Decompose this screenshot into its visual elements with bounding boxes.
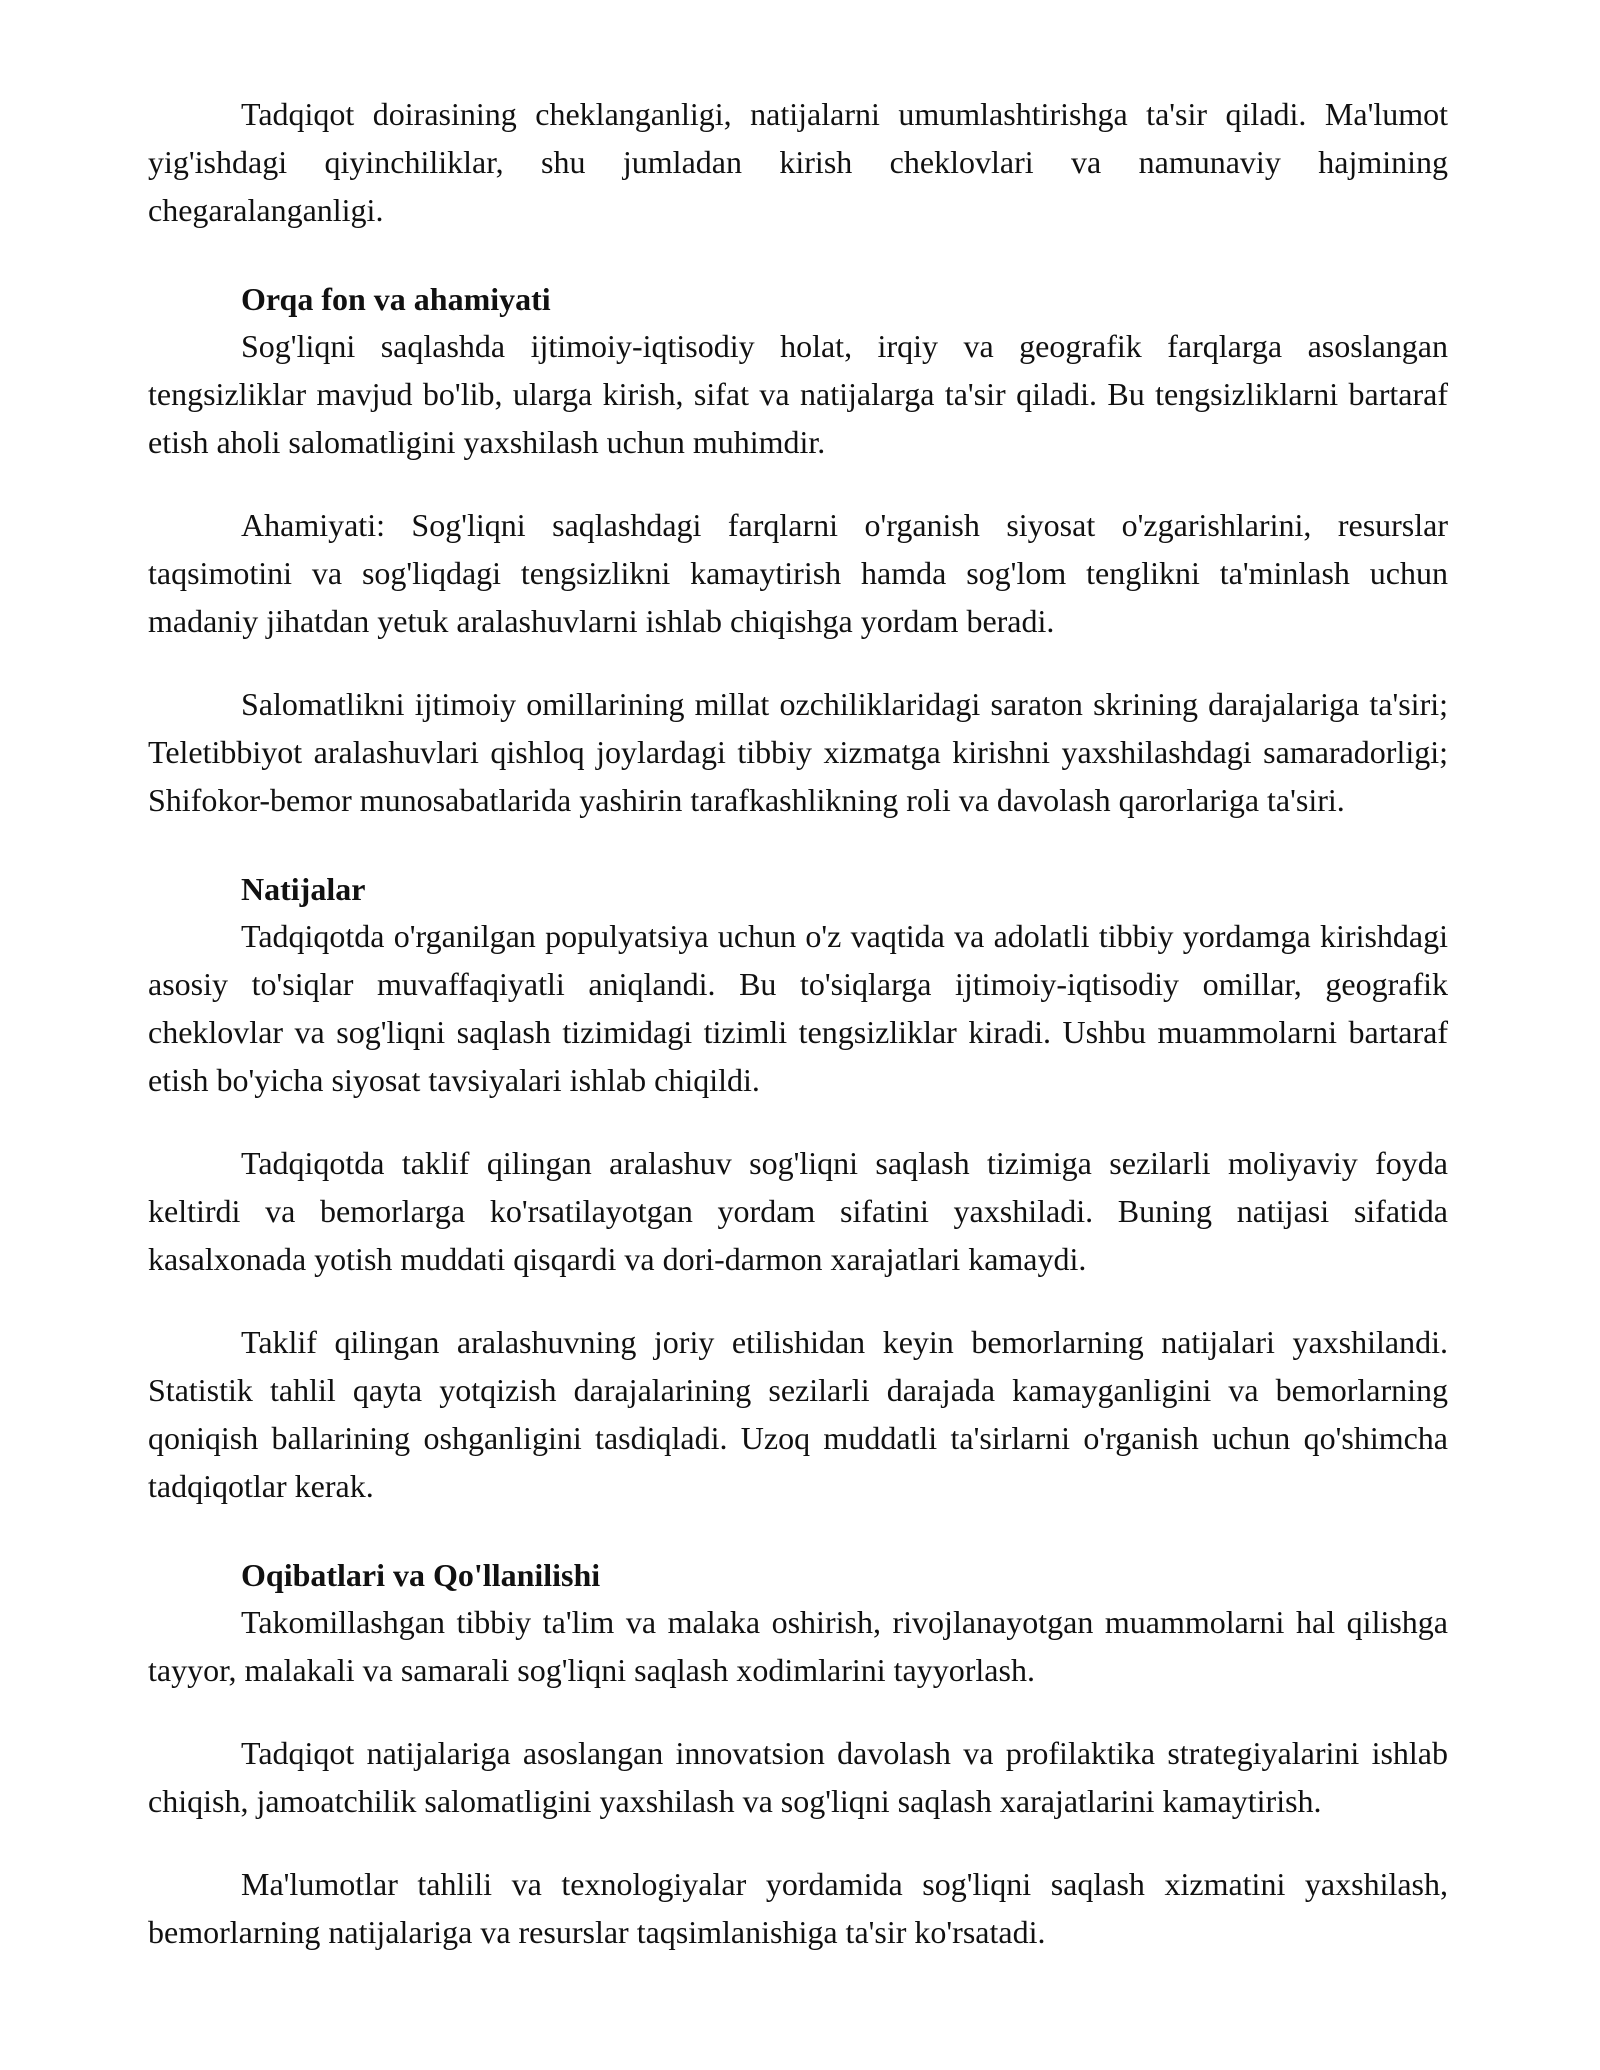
paragraph-implications-2: Tadqiqot natijalariga asoslangan innovatsion davolash va profilaktika strategiyalarini ishlab chiqish, jamoatchilik salomatligini yaxshilash va sog'liqni saqlash xarajatlarini kamaytirish. — [148, 1735, 1448, 1819]
heading-results: Natijalar — [241, 871, 366, 907]
paragraph-results-1: Tadqiqotda o'rganilgan populyatsiya uchun o'z vaqtida va adolatli tibbiy yordamga kirishdagi asosiy to'siqlar muvaffaqiyatli aniqlandi. Bu to'siqlarga ijtimoiy-iqtisodiy omillar, geografik cheklovlar va sog'liqni saqlash tizimidagi tizimli tengsizliklar kiradi. Ushbu muammolarni bartaraf etish bo'yicha siyosat tavsiyalari ishlab chiqildi. — [148, 918, 1448, 1098]
paragraph-background: Sog'liqni saqlashda ijtimoiy-iqtisodiy holat, irqiy va geografik farqlarga asoslangan tengsizliklar mavjud bo'lib, ularga kirish, sifat va natijalarga ta'sir qiladi. Bu tengsizliklarni bartaraf etish aholi salomatligini yaxshilash uchun muhimdir. — [148, 328, 1448, 460]
heading-implications: Oqibatlari va Qo'llanilishi — [241, 1557, 601, 1593]
paragraph-significance: Ahamiyati: Sog'liqni saqlashdagi farqlarni o'rganish siyosat o'zgarishlarini, resurslar taqsimotini va sog'liqdagi tengsizlikni kamaytirish hamda sog'lom tenglikni ta'minlash uchun madaniy jihatdan yetuk aralashuvlarni ishlab chiqishga yordam beradi. — [148, 507, 1448, 639]
document-page — [148, 90, 1448, 1956]
paragraph-results-2: Tadqiqotda taklif qilingan aralashuv sog'liqni saqlash tizimiga sezilarli moliyaviy foyda keltirdi va bemorlarga ko'rsatilayotgan yordam sifatini yaxshiladi. Buning natijasi sifatida kasalxonada yotish muddati qisqardi va dori-darmon xarajatlari kamaydi. — [148, 1145, 1448, 1277]
paragraph-limitations: Tadqiqot doirasining cheklanganligi, natijalarni umumlashtirishga ta'sir qiladi. Ma'lumot yig'ishdagi qiyinchiliklar, shu jumladan kirish cheklovlari va namunaviy hajmining chegaralanganligi. — [148, 96, 1448, 228]
paragraph-results-3: Taklif qilingan aralashuvning joriy etilishidan keyin bemorlarning natijalari yaxshilandi. Statistik tahlil qayta yotqizish darajalarining sezilarli darajada kamayganligini va bemorlarning qoniqish ballarining oshganligini tasdiqladi. Uzoq muddatli ta'sirlarni o'rganish uchun qo'shimcha tadqiqotlar kerak. — [148, 1324, 1448, 1504]
heading-background: Orqa fon va ahamiyati — [241, 281, 551, 317]
paragraph-topics: Salomatlikni ijtimoiy omillarining millat ozchiliklaridagi saraton skrining darajalariga ta'siri; Teletibbiyot aralashuvlari qishloq joylardagi tibbiy xizmatga kirishni yaxshilashdagi samaradorligi; Shifokor-bemor munosabatlarida yashirin tarafkashlikning roli va davolash qarorlariga ta'siri. — [148, 686, 1448, 818]
paragraph-implications-3: Ma'lumotlar tahlili va texnologiyalar yordamida sog'liqni saqlash xizmatini yaxshilash, bemorlarning natijalariga va resurslar taqsimlanishiga ta'sir ko'rsatadi. — [148, 1866, 1448, 1950]
paragraph-implications-1: Takomillashgan tibbiy ta'lim va malaka oshirish, rivojlanayotgan muammolarni hal qilishga tayyor, malakali va samarali sog'liqni saqlash xodimlarini tayyorlash. — [148, 1604, 1448, 1688]
